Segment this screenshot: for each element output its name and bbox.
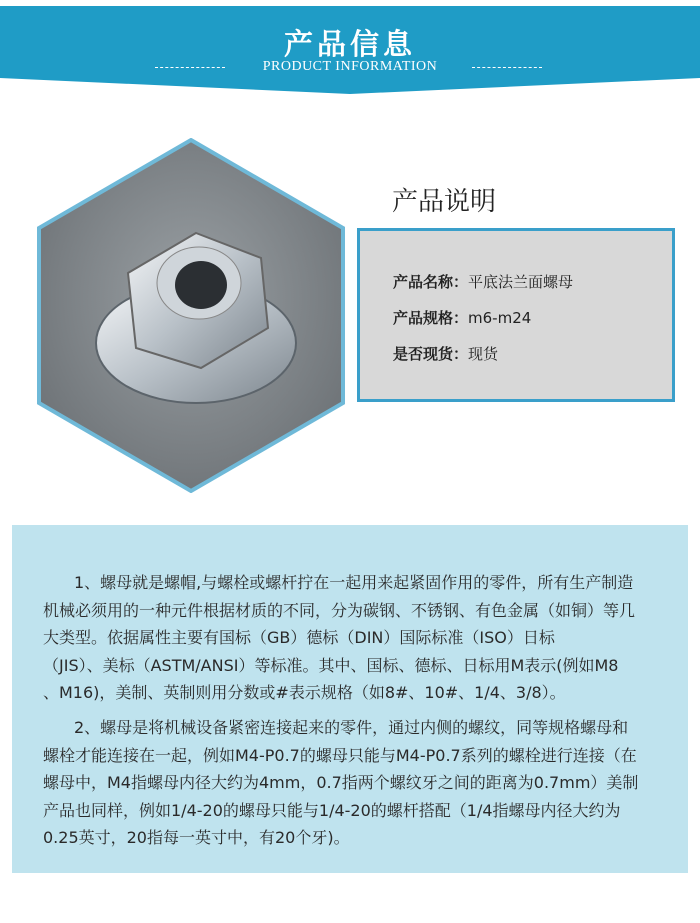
page-subtitle: PRODUCT INFORMATION [262, 59, 438, 74]
spec-value: 现货 [468, 345, 499, 363]
text-line: 、M16)，美制、英制则用分数或#表示规格（如8#、10#、1/4、3/8）。 [43, 683, 566, 702]
description-paragraph-2 [43, 714, 683, 852]
spec-row-name [393, 271, 573, 292]
text-line: 产品也同样，例如1/4-20的螺母只能与1/4-20的螺杆搭配（1/4指螺母内径大约为 [43, 800, 621, 820]
page-title: 产品信息 [283, 27, 416, 61]
spec-label: 产品规格： [393, 309, 469, 327]
text-line: 机械必须用的一种元件根据材质的不同，分为碳钢、不锈钢、有色金属（如铜）等几 [43, 600, 636, 620]
spec-value: 平底法兰面螺母 [468, 273, 574, 291]
text-line: 1、螺母就是螺帽,与螺栓或螺杆拧在一起用来起紧固作用的零件，所有生产制造 [74, 573, 634, 592]
spec-label: 是否现货： [393, 345, 469, 363]
header-banner [0, 0, 700, 100]
flange-nut-image [36, 138, 346, 493]
text-line: 螺栓才能连接在一起，例如M4-P0.7的螺母只能与M4-P0.7系列的螺栓进行连接（在 [43, 745, 637, 765]
text-line: 大类型。依据属性主要有国标（GB）德标（DIN）国际标准（ISO）日标 [43, 628, 555, 647]
text-line: 0.25英寸，20指每一英寸中，有20个牙)。 [43, 828, 350, 847]
spec-row-stock [393, 343, 498, 364]
spec-row-size [393, 307, 531, 328]
text-line: 螺母中，M4指螺母内径大约为4mm，0.7指两个螺纹牙之间的距离为0.7mm）美制 [43, 773, 639, 792]
divider [472, 67, 542, 68]
text-line: 2、螺母是将机械设备紧密连接起来的零件，通过内侧的螺纹，同等规格螺母和 [74, 718, 629, 737]
description-panel [12, 525, 688, 873]
spec-box [357, 228, 675, 402]
spec-title: 产品说明 [392, 187, 497, 217]
text-line: （JIS）、美标（ASTM/ANSI）等标准。其中、国标、德标、日标用M表示(例如M8 [43, 655, 619, 675]
spec-label: 产品名称： [393, 273, 469, 291]
description-paragraph-1 [43, 569, 683, 707]
spec-value: m6-m24 [468, 309, 532, 327]
